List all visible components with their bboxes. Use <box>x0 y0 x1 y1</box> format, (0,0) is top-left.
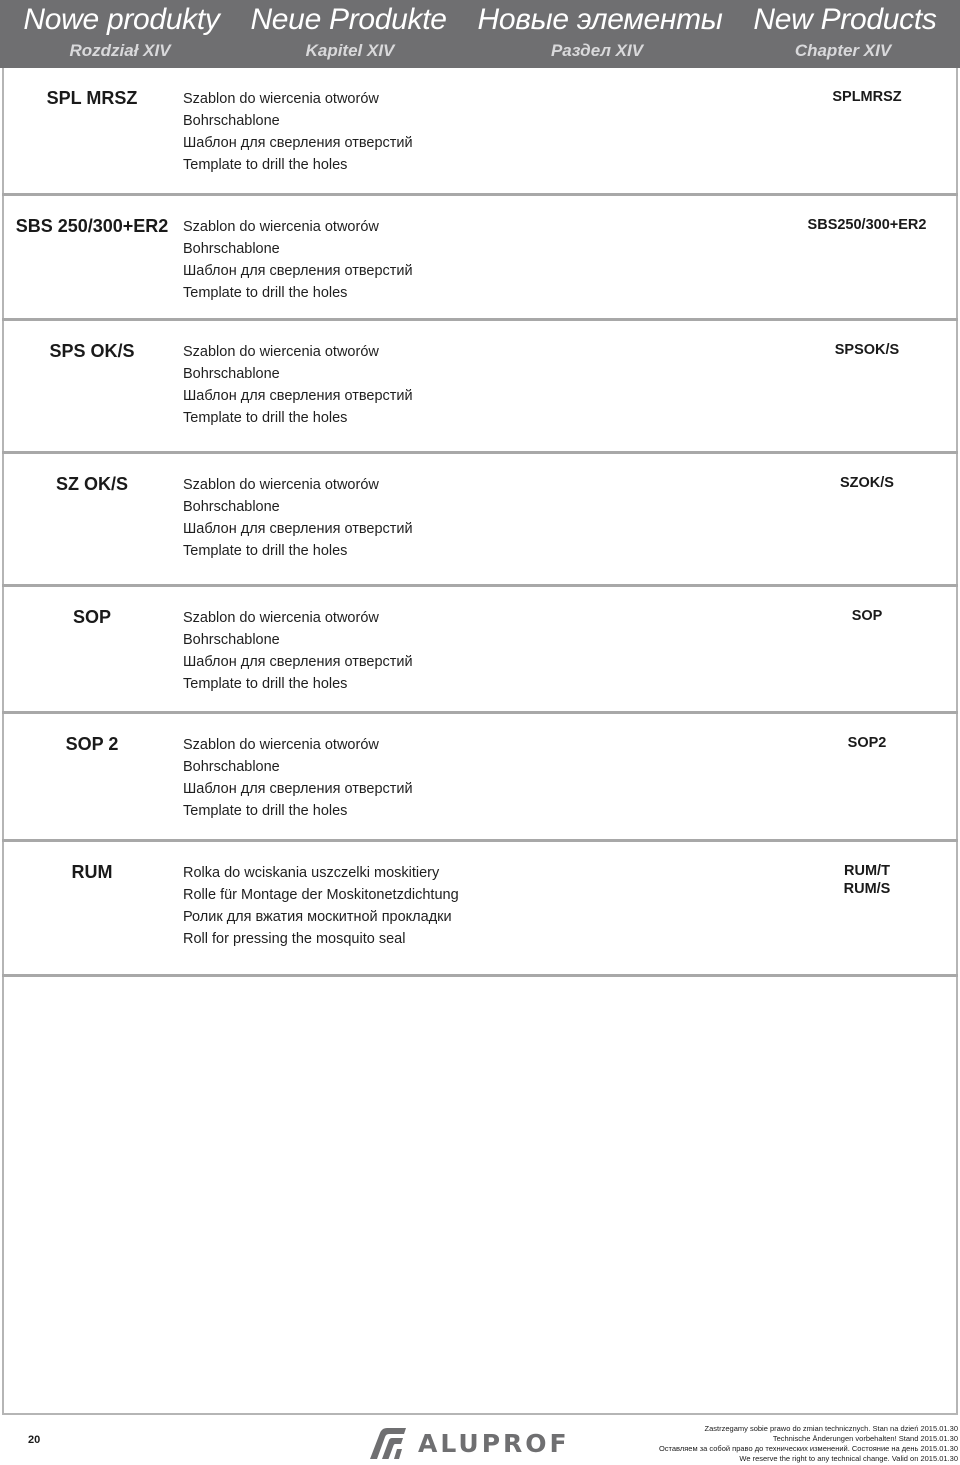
description-line: Bohrschablone <box>183 366 280 382</box>
description-line: Bohrschablone <box>183 113 280 129</box>
reference-code: SBS250/300+ER2 <box>807 217 927 233</box>
chapter-label-en: Chapter XIV <box>794 41 892 60</box>
footer-note-de: Technische Änderungen vorbehalten! Stand 2015.01.30 <box>772 1434 958 1443</box>
description-line: Roll for pressing the mosquito seal <box>183 931 406 947</box>
product-reference <box>772 88 960 106</box>
product-description <box>183 88 413 176</box>
product-code: SOP 2 <box>65 734 119 754</box>
header-title-de: Neue Produkte <box>250 3 447 36</box>
description-line: Template to drill the holes <box>183 543 348 559</box>
product-row <box>2 321 958 454</box>
description-line: Template to drill the holes <box>183 410 348 426</box>
product-row <box>2 454 958 587</box>
product-reference <box>772 474 960 492</box>
description-line: Шаблон для сверления отверстий <box>183 388 413 404</box>
header-titles <box>0 0 960 40</box>
header-title-ru: Новые элементы <box>477 3 723 36</box>
description-line: Шаблон для сверления отверстий <box>183 781 413 797</box>
description-line: Bohrschablone <box>183 632 280 648</box>
chapter-label-de: Kapitel XIV <box>305 41 395 60</box>
description-line: Szablon do wiercenia otworów <box>183 344 379 360</box>
description-line: Szablon do wiercenia otworów <box>183 610 379 626</box>
footer-notes <box>659 1424 958 1464</box>
product-reference <box>772 341 960 359</box>
footer-note-ru: Оставляем за собой право до технических изменений. Состояние на день 2015.01.30 <box>658 1444 958 1453</box>
reference-code: SZOK/S <box>840 475 894 491</box>
product-row <box>2 68 958 196</box>
product-row <box>2 714 958 842</box>
chapter-label-ru: Раздел XIV <box>550 41 644 60</box>
aluprof-logo <box>368 1425 583 1461</box>
product-description <box>183 341 413 429</box>
page-number: 20 <box>28 1434 41 1446</box>
description-line: Шаблон для сверления отверстий <box>183 654 413 670</box>
footer-note-pl: Zastrzegamy sobie prawo do zmian technicznych. Stan na dzień 2015.01.30 <box>704 1424 958 1433</box>
product-row <box>2 842 958 977</box>
description-line: Template to drill the holes <box>183 157 348 173</box>
description-line: Bohrschablone <box>183 241 280 257</box>
aluprof-logo-icon <box>368 1425 408 1461</box>
description-line: Template to drill the holes <box>183 285 348 301</box>
reference-code: RUM/S <box>843 881 891 897</box>
header-title-en: New Products <box>753 3 937 36</box>
description-line: Rolle für Montage der Moskitonetzdichtung <box>183 887 459 903</box>
reference-code: RUM/T <box>844 863 890 879</box>
product-reference <box>772 607 960 625</box>
product-code: RUM <box>71 862 113 882</box>
description-line: Szablon do wiercenia otworów <box>183 477 379 493</box>
product-description <box>183 216 413 304</box>
description-line: Шаблон для сверления отверстий <box>183 263 413 279</box>
reference-code: SOP2 <box>847 735 887 751</box>
product-description <box>183 607 413 695</box>
page-header <box>0 0 960 68</box>
description-line: Template to drill the holes <box>183 676 348 692</box>
reference-code: SOP <box>851 608 883 624</box>
header-title-pl: Nowe produkty <box>23 3 220 36</box>
product-description <box>183 862 459 950</box>
product-code: SPS OK/S <box>49 341 135 361</box>
description-line: Template to drill the holes <box>183 803 348 819</box>
description-line: Szablon do wiercenia otworów <box>183 737 379 753</box>
description-line: Шаблон для сверления отверстий <box>183 135 413 151</box>
chapter-label-pl: Rozdział XIV <box>69 41 171 60</box>
product-reference <box>772 734 960 752</box>
product-code: SOP <box>72 607 111 627</box>
description-line: Bohrschablone <box>183 759 280 775</box>
brand-wordmark: ALUPROF <box>418 1428 570 1458</box>
footer-note-en: We reserve the right to any technical change. Valid on 2015.01.30 <box>739 1454 958 1463</box>
product-description <box>183 734 413 822</box>
description-line: Bohrschablone <box>183 499 280 515</box>
product-description <box>183 474 413 562</box>
description-line: Rolka do wciskania uszczelki moskitiery <box>183 865 440 881</box>
description-line: Ролик для вжатия москитной прокладки <box>183 909 452 925</box>
reference-code: SPSOK/S <box>834 342 900 358</box>
reference-code: SPLMRSZ <box>832 89 902 105</box>
product-code: SZ OK/S <box>55 474 128 494</box>
product-row <box>2 196 958 321</box>
description-line: Szablon do wiercenia otworów <box>183 219 379 235</box>
description-line: Шаблон для сверления отверстий <box>183 521 413 537</box>
header-chapters <box>0 40 960 66</box>
product-row <box>2 587 958 714</box>
product-reference <box>772 862 960 898</box>
product-code: SBS 250/300+ER2 <box>15 216 169 236</box>
product-reference <box>772 216 960 234</box>
product-code: SPL MRSZ <box>46 88 138 108</box>
description-line: Szablon do wiercenia otworów <box>183 91 379 107</box>
